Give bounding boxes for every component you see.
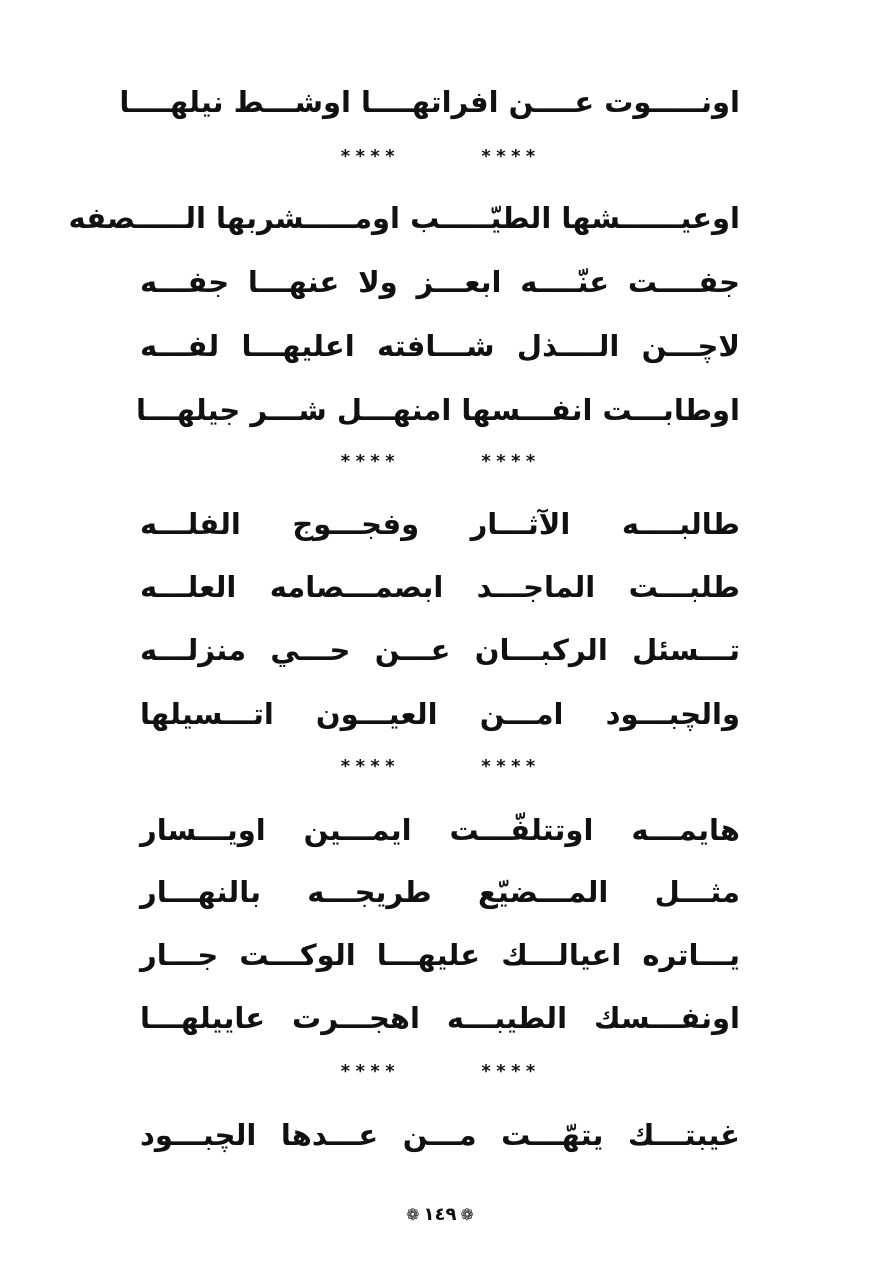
poem-line: يـــاتره اعيالـــك عليهـــا الوكـــت جـــار — [140, 938, 740, 972]
poem-line: هايمـــه اوتتلفّـــت ايمـــين اويـــسار — [140, 813, 740, 847]
poem-line: اوعيــــــشها الطيّـــــب اومـــــشربها الـــــصفه — [68, 201, 740, 235]
star-group-right: **** — [480, 1061, 540, 1082]
star-separator — [340, 147, 540, 167]
poem-line: مثـــل المـــضيّع طريجـــه بالنهـــار — [140, 875, 740, 909]
poem-line: اوطابـــت انفـــسها امنهـــل شـــر جيلهـــا — [135, 393, 740, 427]
star-group-left: **** — [340, 756, 400, 777]
poem-line: غيبتـــك يتهّـــت مـــن عـــدها الچبـــود — [140, 1118, 740, 1152]
star-separator — [340, 757, 540, 777]
star-separator — [340, 452, 540, 472]
poem-line: طالبــــه الآثـــار وفجـــوج الفلـــه — [140, 507, 740, 541]
poem-line: طلبـــت الماجـــد ابصمـــصامه العلـــه — [140, 570, 740, 604]
star-group-left: **** — [340, 451, 400, 472]
star-group-right: **** — [480, 451, 540, 472]
star-separator — [340, 1062, 540, 1082]
page-number — [390, 1200, 490, 1230]
star-group-left: **** — [340, 146, 400, 167]
star-group-right: **** — [480, 146, 540, 167]
floral-ornament-icon: ❁ — [406, 1205, 420, 1224]
poem-line: جفــــت عنّــــه ابعـــز ولا عنهـــا جفـــه — [140, 265, 740, 299]
poem-line: تـــسئل الركبـــان عـــن حـــي منزلـــه — [140, 633, 740, 667]
poem-line: اونفـــسك الطيبـــه اهجـــرت عاييلهـــا — [140, 1001, 740, 1035]
poem-line: والچبـــود امـــن العيـــون اتـــسيلها — [140, 697, 740, 731]
floral-ornament-icon: ❁ — [460, 1205, 474, 1224]
star-group-left: **** — [340, 1061, 400, 1082]
poem-line: لاچـــن الــــذل شـــافته اعليهـــا لفـــه — [140, 329, 740, 363]
poem-line: اونـــــوت عــــن افراتهــــا اوشـــط نيلهــــا — [119, 85, 740, 119]
star-group-right: **** — [480, 756, 540, 777]
page-number-text: ١٤٩ — [423, 1204, 457, 1225]
